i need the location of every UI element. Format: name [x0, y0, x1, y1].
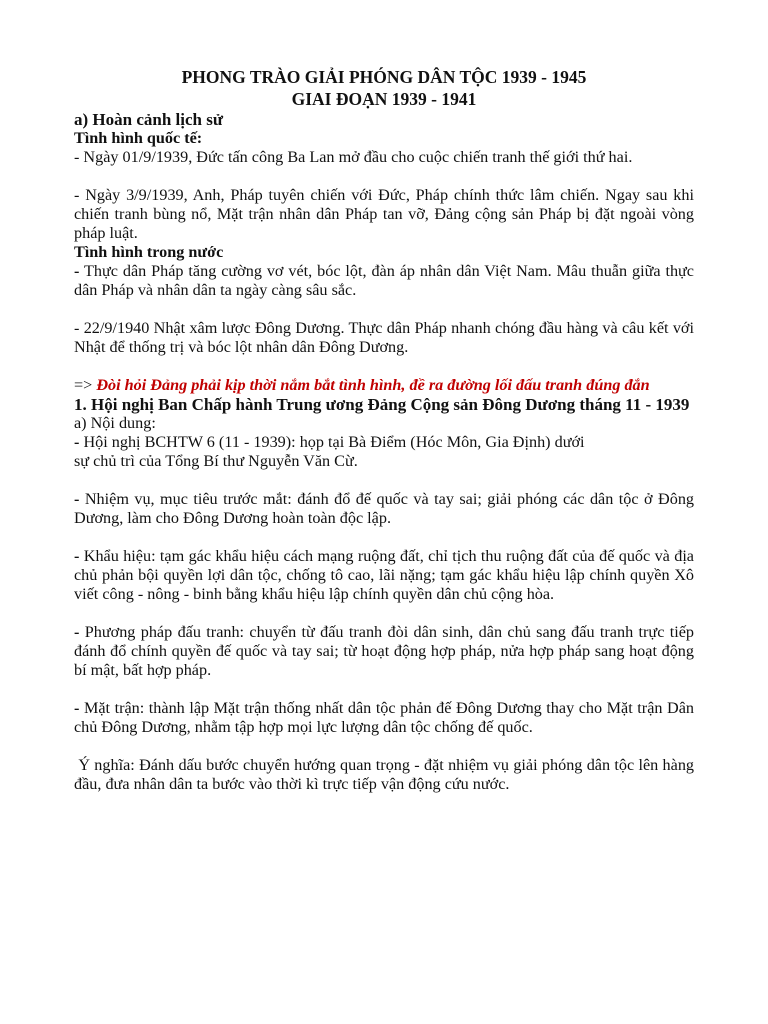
- domestic-paragraph-1: [74, 262, 694, 300]
- domestic-paragraph-1-text: Thực dân Pháp tăng cường vơ vét, bóc lột, đàn áp nhân dân Việt Nam. Mâu thuẫn giữa thực dân Pháp và nhân dân ta ngày càng sâu sắc.: [74, 262, 694, 299]
- bullet: -: [74, 433, 80, 451]
- section-1-paragraph-2-text: Nhiệm vụ, mục tiêu trước mắt: đánh đổ đế quốc và tay sai; giải phóng các dân tộc ở Đông Dương, làm cho Đông Dương hoàn toàn độc lập.: [74, 490, 695, 527]
- arrow: =>: [74, 376, 93, 394]
- section-a-heading: a) Hoàn cảnh lịch sử: [74, 110, 224, 129]
- bullet: -: [74, 547, 80, 565]
- conclusion: [74, 376, 694, 395]
- domestic-paragraph-2: - 22/9/1940 Nhật xâm lược Đông Dương. Thực dân Pháp nhanh chóng đầu hàng và câu kết với Nhật để thống trị và bóc lột nhân dân Đông Dương.: [74, 319, 694, 356]
- section-1-paragraph-4-text: Phương pháp đấu tranh: chuyển từ đấu tranh đòi dân sinh, dân chủ sang đấu tranh trực tiếp đánh đổ chính quyền đế quốc và tay sai; từ hoạt động hợp pháp, nửa hợp pháp sang hoạt động bí mật, bất hợp pháp.: [74, 623, 695, 679]
- section-1-paragraph-4: [74, 623, 694, 680]
- conclusion-text: Đòi hỏi Đảng phải kịp thời nắm bắt tình hình, đề ra đường lối đấu tranh đúng đắn: [96, 376, 650, 394]
- bullet: -: [74, 490, 80, 508]
- section-1-paragraph-1-line-2: sự chủ trì của Tổng Bí thư Nguyễn Văn Cừ.: [74, 452, 358, 470]
- section-1-paragraph-5-text: Mặt trận: thành lập Mặt trận thống nhất dân tộc phản đế Đông Dương thay cho Mặt trận Dân chủ Đông Dương, nhằm tập hợp mọi lực lượng dân tộc chống đế quốc.: [74, 699, 694, 736]
- intl-paragraph-1: - Ngày 01/9/1939, Đức tấn công Ba Lan mở đầu cho cuộc chiến tranh thế giới thứ hai.: [74, 148, 633, 166]
- section-1-paragraph-1: [74, 433, 694, 471]
- title-line-2: GIAI ĐOẠN 1939 - 1941: [291, 89, 477, 109]
- intl-heading: Tình hình quốc tế:: [74, 129, 203, 147]
- bullet: -: [74, 623, 80, 641]
- section-1-paragraph-2: [74, 490, 694, 528]
- meaning-paragraph: Ý nghĩa: Đánh dấu bước chuyển hướng quan trọng - đặt nhiệm vụ giải phóng dân tộc lên hàng đầu, đưa nhân dân ta bước vào thời kì trực tiếp vận động cứu nước.: [74, 756, 699, 793]
- section-1-paragraph-3-text: Khẩu hiệu: tạm gác khẩu hiệu cách mạng ruộng đất, chỉ tịch thu ruộng đất của đế quốc và địa chủ phản bội quyền lợi dân tộc, chống tô cao, lãi nặng; tạm gác khẩu hiệu lập chính quyền Xô viết công - nông - binh bằng khẩu hiệu lập chính quyền dân chủ cộng hòa.: [74, 547, 694, 603]
- bullet: -: [74, 262, 80, 280]
- section-1-heading: 1. Hội nghị Ban Chấp hành Trung ương Đảng Cộng sản Đông Dương tháng 11 - 1939: [74, 395, 690, 414]
- bullet: -: [74, 699, 80, 717]
- section-1-paragraph-5: [74, 699, 694, 737]
- intl-paragraph-2: - Ngày 3/9/1939, Anh, Pháp tuyên chiến với Đức, Pháp chính thức lâm chiến. Ngay sau khi chiến tranh bùng nổ, Mặt trận nhân dân Pháp tan vỡ, Đảng cộng sản Pháp bị đặt ngoài vòng pháp luật.: [74, 186, 694, 242]
- section-1-paragraph-3: [74, 547, 694, 604]
- content-label: a) Nội dung:: [74, 414, 156, 432]
- title-line-1: PHONG TRÀO GIẢI PHÓNG DÂN TỘC 1939 - 1945: [181, 67, 587, 87]
- page-title: [74, 66, 694, 110]
- document-body: [74, 66, 699, 794]
- domestic-heading: Tình hình trong nước: [74, 243, 224, 261]
- section-1-paragraph-1-line-1: Hội nghị BCHTW 6 (11 - 1939): họp tại Bà Điểm (Hóc Môn, Gia Định) dưới: [83, 433, 585, 451]
